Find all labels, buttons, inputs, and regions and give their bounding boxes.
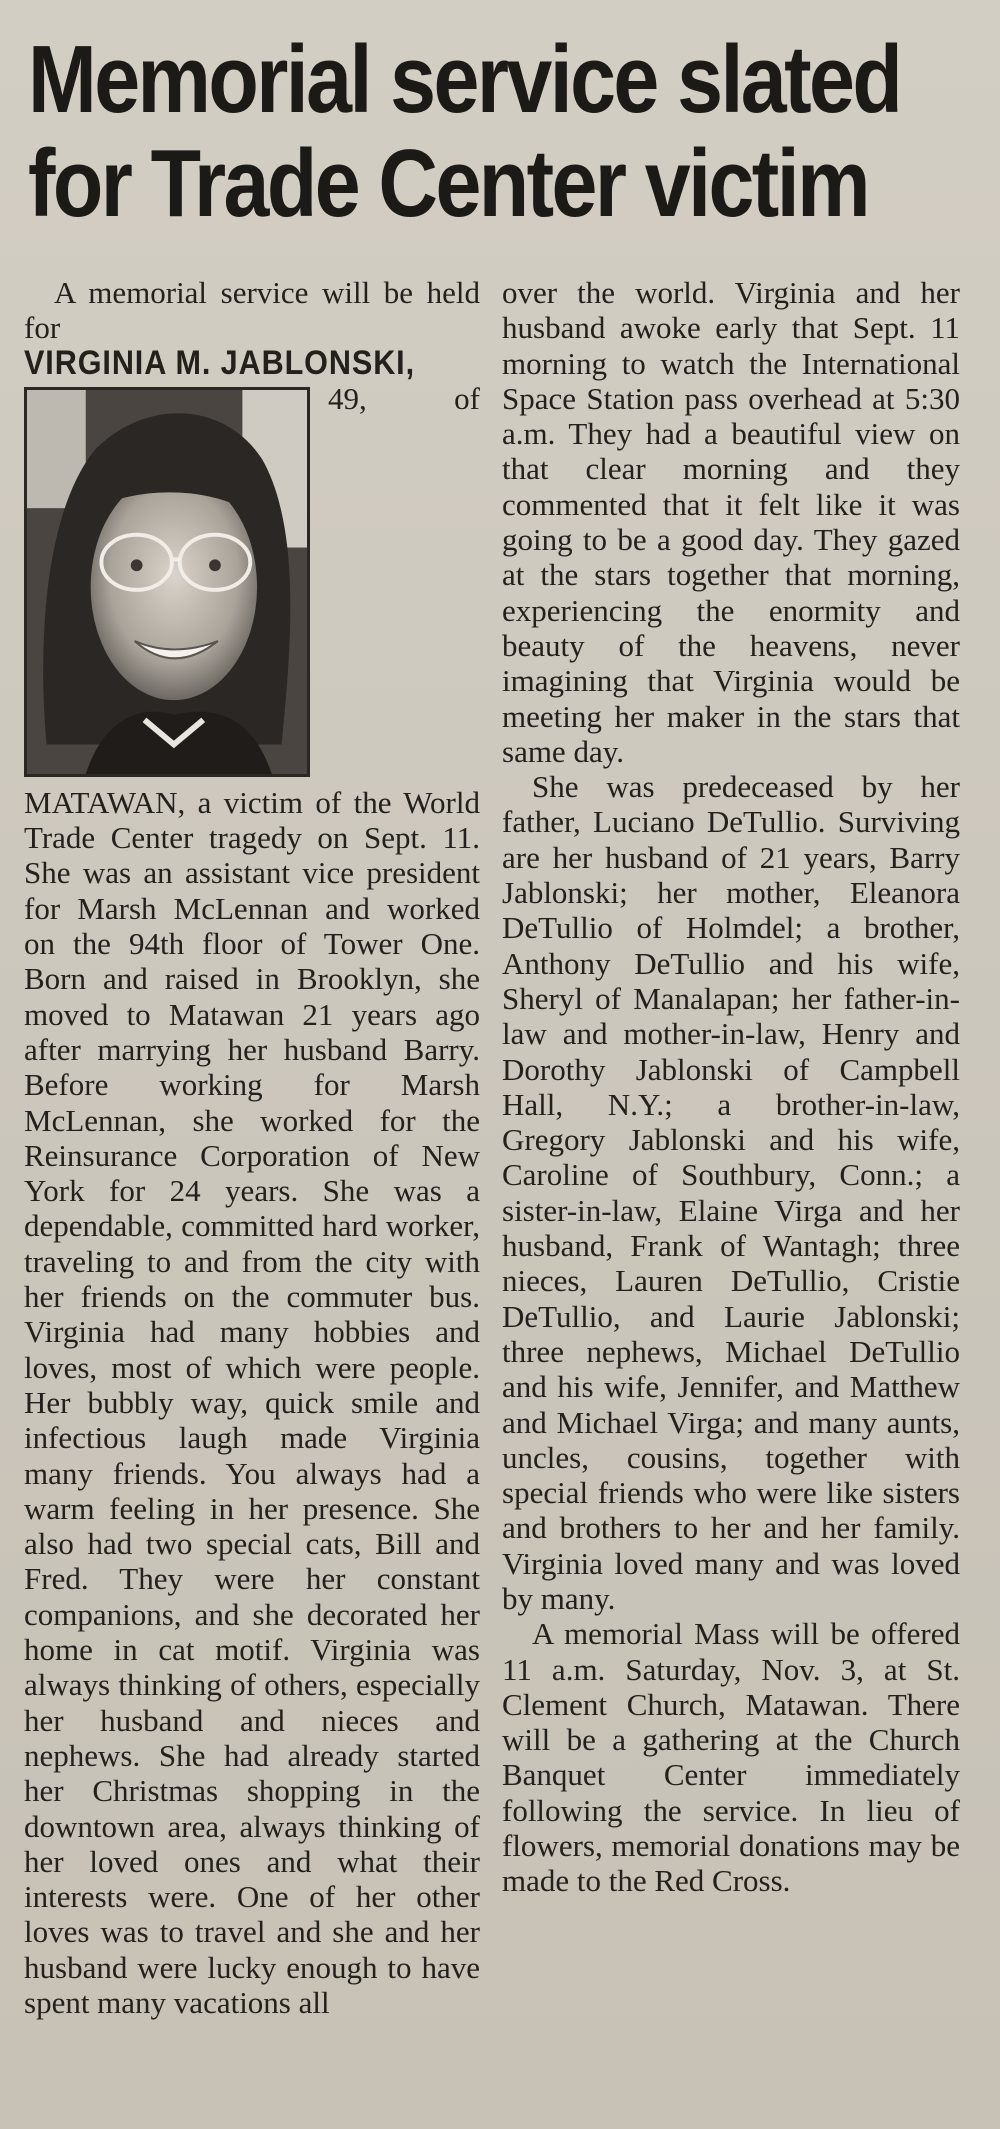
headline-line-2: for Trade Center victim	[28, 130, 868, 237]
intro-text: A memorial service will be held for	[24, 275, 480, 346]
portrait-photo	[24, 387, 310, 777]
decedent-name: VIRGINIA M. JABLONSKI,	[24, 343, 415, 382]
headline	[28, 26, 901, 237]
decedent-name-line	[24, 343, 480, 382]
left-column	[24, 275, 480, 2100]
portrait-photo-icon	[27, 390, 307, 774]
headline-line-1: Memorial service slated	[28, 26, 901, 133]
right-paragraph-2: She was predeceased by her father, Luciano DeTullio. Surviving are her husband of 21 years, Barry Jablonski; her mother, Eleanora DeTullio of Holmdel; a brother, Anthony DeTullio and his wife, Sheryl of Manalapan; her father-in-law and mother-in-law, Henry and Dorothy Jablonski of Campbell Hall, N.Y.; a brother-in-law, Gregory Jablonski and his wife, Caroline of Southbury, Conn.; a sister-in-law, Elaine Virga and her husband, Frank of Wantagh; three nieces, Lauren DeTullio, Cristie DeTullio, and Laurie Jablonski; three nephews, Michael DeTullio and his wife, Jennifer, and Matthew and Michael Virga; and many aunts, uncles, cousins, together with special friends who were like sisters and brothers to her and her family. Virginia loved many and was loved by many.	[502, 769, 960, 1616]
right-column	[502, 275, 960, 2100]
left-body-text: 49, of MATAWAN, a victim of the World Trade Center tragedy on Sept. 11. She was an assistant vice president for Marsh McLennan and worked on the 94th floor of Tower One. Born and raised in Brooklyn, she moved to Matawan 21 years ago after marrying her husband Barry. Before working for Marsh McLennan, she worked for the Reinsurance Corporation of New York for 24 years. She was a dependable, committed hard worker, traveling to and from the city with her friends on the commuter bus. Virginia had many hobbies and loves, most of which were people. Her bubbly way, quick smile and infectious laugh made Virginia many friends. You always had a warm feeling in her presence. She also had two special cats, Bill and Fred. They were her constant companions, and she decorated her home in cat motif. Virginia was always thinking of others, especially her husband and nieces and nephews. She had already started her Christmas shopping in the downtown area, always thinking of her loved ones and what their interests were. One of her other loves was to travel and she and her husband were lucky enough to have spent many vacations all	[24, 380, 480, 2020]
right-paragraph-1: over the world. Virginia and her husband awoke early that Sept. 11 morning to watch the International Space Station pass overhead at 5:30 a.m. They had a beautiful view on that clear morning and they commented that it felt like it was going to be a good day. They gazed at the stars together that morning, experiencing the enormity and beauty of the heavens, never imagining that Virginia would be meeting her maker in the stars that same day.	[502, 275, 960, 769]
right-paragraph-3: A memorial Mass will be offered 11 a.m. Saturday, Nov. 3, at St. Clement Church, Matawan. There will be a gathering at the Church Banquet Center immediately following the service. In lieu of flowers, memorial donations may be made to the Red Cross.	[502, 1616, 960, 1899]
